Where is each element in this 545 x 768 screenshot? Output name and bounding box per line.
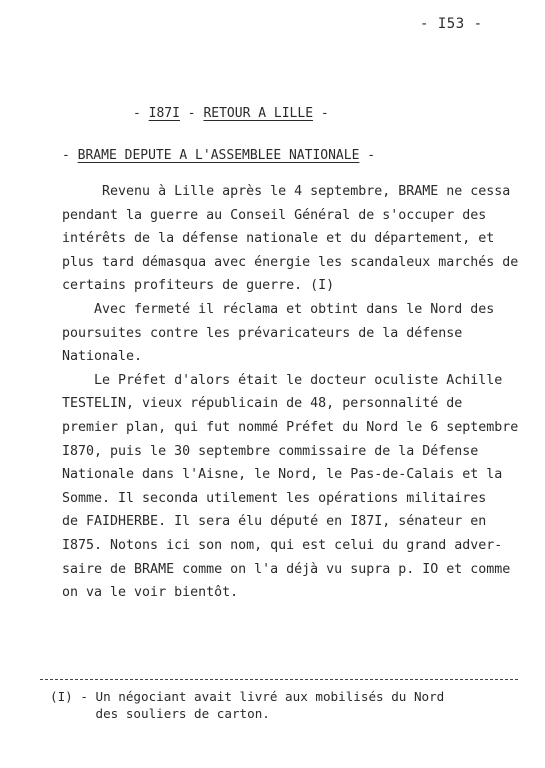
- subheading-suffix: -: [359, 148, 376, 163]
- body-line: de FAIDHERBE. Il sera élu député en I87I, sénateur en: [62, 514, 487, 530]
- body-line: I875. Notons ici son nom, qui est celui du grand adver-: [62, 537, 503, 553]
- page-number: - I53 -: [420, 16, 483, 32]
- subheading-title: BRAME DEPUTE A L'ASSEMBLEE NATIONALE: [77, 148, 360, 163]
- body-line: I870, puis le 30 septembre commissaire de la Défense: [62, 443, 479, 459]
- body-line: Le Préfet d'alors était le docteur oculiste Achille: [62, 372, 503, 388]
- body-line: intérêts de la défense nationale et du département, et: [62, 231, 495, 247]
- subheading-prefix: -: [62, 148, 78, 163]
- section-subheading: [62, 148, 375, 163]
- body-line: pendant la guerre au Conseil Général de s'occuper des: [62, 207, 487, 223]
- footnote-separator: [40, 679, 518, 680]
- body-line: TESTELIN, vieux républicain de 48, personnalité de: [62, 396, 463, 412]
- body-line: on va le voir bientôt.: [62, 585, 239, 601]
- body-line: plus tard démasqua avec énergie les scandaleux marchés de: [62, 254, 519, 270]
- heading-prefix: -: [133, 106, 149, 121]
- heading-suffix: -: [313, 106, 329, 121]
- heading-separator: -: [179, 106, 204, 121]
- footnote: [50, 688, 444, 722]
- body-line: Somme. Il seconda utilement les opérations militaires: [62, 490, 487, 506]
- heading-year: I87I: [148, 106, 180, 121]
- body-line: Revenu à Lille après le 4 septembre, BRAME ne cessa: [62, 184, 511, 199]
- body-line: Nationale dans l'Aisne, le Nord, le Pas-de-Calais et la: [62, 467, 503, 483]
- footnote-line: des souliers de carton.: [50, 706, 270, 721]
- heading-title: RETOUR A LILLE: [203, 106, 314, 121]
- body-line: saire de BRAME comme on l'a déjà vu supra p. IO et comme: [62, 561, 511, 577]
- footnote-line: (I) - Un négociant avait livré aux mobilisés du Nord: [50, 689, 445, 704]
- body-line: premier plan, qui fut nommé Préfet du Nord le 6 septembre: [62, 419, 519, 435]
- section-heading: [133, 106, 329, 121]
- body-line: Nationale.: [62, 349, 143, 365]
- body-line: certains profiteurs de guerre. (I): [62, 278, 335, 294]
- body-text: [62, 180, 534, 605]
- body-line: poursuites contre les prévaricateurs de la défense: [62, 325, 463, 341]
- body-line: Avec fermeté il réclama et obtint dans le Nord des: [62, 301, 495, 317]
